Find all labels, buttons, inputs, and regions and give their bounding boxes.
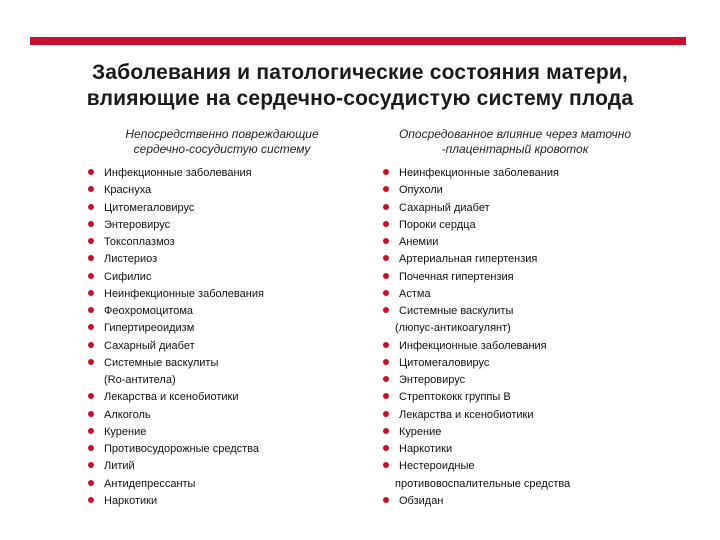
bullet-icon	[88, 393, 94, 399]
bullet-icon	[383, 445, 389, 451]
bullet-icon	[383, 411, 389, 417]
list-item-text: Нестероидные	[399, 460, 475, 473]
top-accent-bar	[30, 37, 686, 45]
list-item	[383, 251, 675, 268]
list-item-text: Энтеровирус	[399, 374, 466, 386]
left-column	[70, 127, 370, 510]
list-item-text: Инфекционные заболевания	[104, 167, 252, 179]
list-item-text: Почечная гипертензия	[399, 270, 514, 283]
bullet-icon	[88, 411, 94, 417]
list-item-text: Неинфекционные заболевания	[399, 167, 559, 179]
list-item-text: Инфекционные заболевания	[399, 339, 547, 352]
bullet-icon	[88, 445, 94, 451]
list-item	[88, 286, 370, 303]
list-item-text: Гипертиреоидизм	[104, 322, 195, 335]
list-item	[88, 320, 370, 337]
list-item	[383, 234, 675, 251]
bullet-icon	[383, 376, 389, 382]
list-item-text: Краснуха	[104, 184, 152, 197]
bullet-icon	[88, 169, 94, 175]
slide-title	[20, 60, 700, 112]
list-item-text: Курение	[104, 425, 147, 438]
list-item	[395, 320, 675, 337]
list-item-text: (люпус-антикоагулянт)	[395, 322, 511, 335]
list-item	[383, 372, 675, 389]
bullet-icon	[88, 324, 94, 330]
bullet-icon	[88, 497, 94, 503]
list-item-text: Токсоплазмоз	[104, 236, 175, 248]
list-item	[383, 493, 675, 510]
bullet-icon	[383, 462, 389, 468]
list-item	[383, 407, 675, 424]
list-item	[88, 217, 370, 234]
bullet-icon	[383, 204, 389, 210]
list-item	[88, 476, 370, 493]
list-item	[88, 389, 370, 406]
bullet-icon	[88, 204, 94, 210]
list-item-text: (Ro-антитела)	[104, 374, 176, 386]
bullet-icon	[383, 169, 389, 175]
list-item-text: Литий	[104, 460, 135, 473]
bullet-icon	[88, 462, 94, 468]
list-item	[383, 269, 675, 286]
bullet-icon	[383, 393, 389, 399]
list-item	[383, 355, 675, 372]
left-heading-line-1: Непосредственно повреждающие	[125, 127, 319, 141]
list-item	[395, 476, 675, 493]
list-item	[104, 372, 370, 389]
bullet-icon	[383, 307, 389, 313]
list-item	[383, 389, 675, 406]
list-item-text: Пороки сердца	[399, 218, 476, 231]
list-item-text: Алкоголь	[104, 408, 151, 421]
list-item-text: Системные васкулиты	[104, 356, 219, 369]
list-item-text: Наркотики	[104, 494, 158, 507]
list-item	[383, 217, 675, 234]
bullet-icon	[383, 342, 389, 348]
list-item	[383, 338, 675, 355]
bullet-icon	[383, 497, 389, 503]
list-item-text: Листериоз	[104, 253, 158, 266]
list-item	[88, 269, 370, 286]
list-item-text: Сахарный диабет	[399, 201, 490, 214]
list-item-text: Лекарства и ксенобиотики	[104, 391, 239, 404]
list-item-text: Противосудорожные средства	[104, 443, 260, 455]
title-line-1: Заболевания и патологические состояния матери,	[91, 61, 629, 84]
list-item-text: Анемии	[399, 236, 439, 248]
bullet-icon	[383, 428, 389, 434]
bullet-icon	[383, 221, 389, 227]
list-item-text: Лекарства и ксенобиотики	[399, 408, 534, 421]
list-item	[88, 165, 370, 182]
left-column-heading	[82, 127, 362, 157]
bullet-icon	[88, 273, 94, 279]
right-list	[355, 165, 675, 510]
list-item	[383, 165, 675, 182]
list-item-text: Наркотики	[399, 443, 453, 455]
list-item	[88, 441, 370, 458]
right-heading-line-1: Опосредованное влияние через маточно	[398, 127, 632, 141]
list-item	[88, 355, 370, 372]
list-item	[88, 234, 370, 251]
left-heading-line-2: сердечно-сосудистую систему	[133, 142, 311, 156]
list-item-text: Курение	[399, 425, 442, 438]
bullet-icon	[88, 221, 94, 227]
list-item-text: Опухоли	[399, 184, 443, 197]
left-list	[70, 165, 370, 510]
list-item	[88, 303, 370, 320]
bullet-icon	[383, 255, 389, 261]
list-item	[383, 182, 675, 199]
list-item-text: Обзидан	[399, 494, 444, 507]
bullet-icon	[88, 307, 94, 313]
list-item	[88, 407, 370, 424]
right-column	[355, 127, 675, 510]
list-item	[383, 424, 675, 441]
list-item-text: Неинфекционные заболевания	[104, 287, 264, 300]
list-item	[383, 458, 675, 475]
list-item-text: Системные васкулиты	[399, 305, 514, 317]
list-item-text: противовоспалительные средства	[395, 477, 571, 490]
bullet-icon	[88, 359, 94, 365]
list-item	[88, 200, 370, 217]
list-item	[383, 303, 675, 320]
bullet-icon	[88, 255, 94, 261]
list-item-text: Цитомегаловирус	[399, 356, 490, 369]
bullet-icon	[383, 359, 389, 365]
bullet-icon	[88, 238, 94, 244]
bullet-icon	[88, 342, 94, 348]
title-line-2: влияющие на сердечно-сосудистую систему плода	[86, 87, 634, 110]
list-item	[88, 338, 370, 355]
list-item-text: Цитомегаловирус	[104, 201, 195, 214]
list-item	[88, 458, 370, 475]
bullet-icon	[383, 273, 389, 279]
list-item	[88, 182, 370, 199]
list-item-text: Феохромоцитома	[104, 305, 194, 317]
list-item-text: Стрептококк группы В	[399, 391, 511, 404]
right-heading-line-2: -плацентарный кровоток	[441, 142, 589, 156]
list-item	[383, 200, 675, 217]
list-item-text: Антидепрессанты	[104, 477, 196, 490]
list-item	[383, 441, 675, 458]
list-item	[88, 424, 370, 441]
list-item-text: Сахарный диабет	[104, 339, 195, 352]
bullet-icon	[88, 480, 94, 486]
list-item-text: Артериальная гипертензия	[399, 253, 538, 266]
bullet-icon	[383, 290, 389, 296]
bullet-icon	[88, 186, 94, 192]
right-column-heading	[365, 127, 665, 157]
bullet-icon	[383, 238, 389, 244]
bullet-icon	[88, 428, 94, 434]
list-item	[88, 493, 370, 510]
list-item-text: Сифилис	[104, 270, 152, 283]
list-item-text: Энтеровирус	[104, 218, 171, 231]
list-item	[383, 286, 675, 303]
list-item	[88, 251, 370, 268]
bullet-icon	[88, 290, 94, 296]
list-item-text: Астма	[399, 287, 431, 300]
bullet-icon	[383, 186, 389, 192]
